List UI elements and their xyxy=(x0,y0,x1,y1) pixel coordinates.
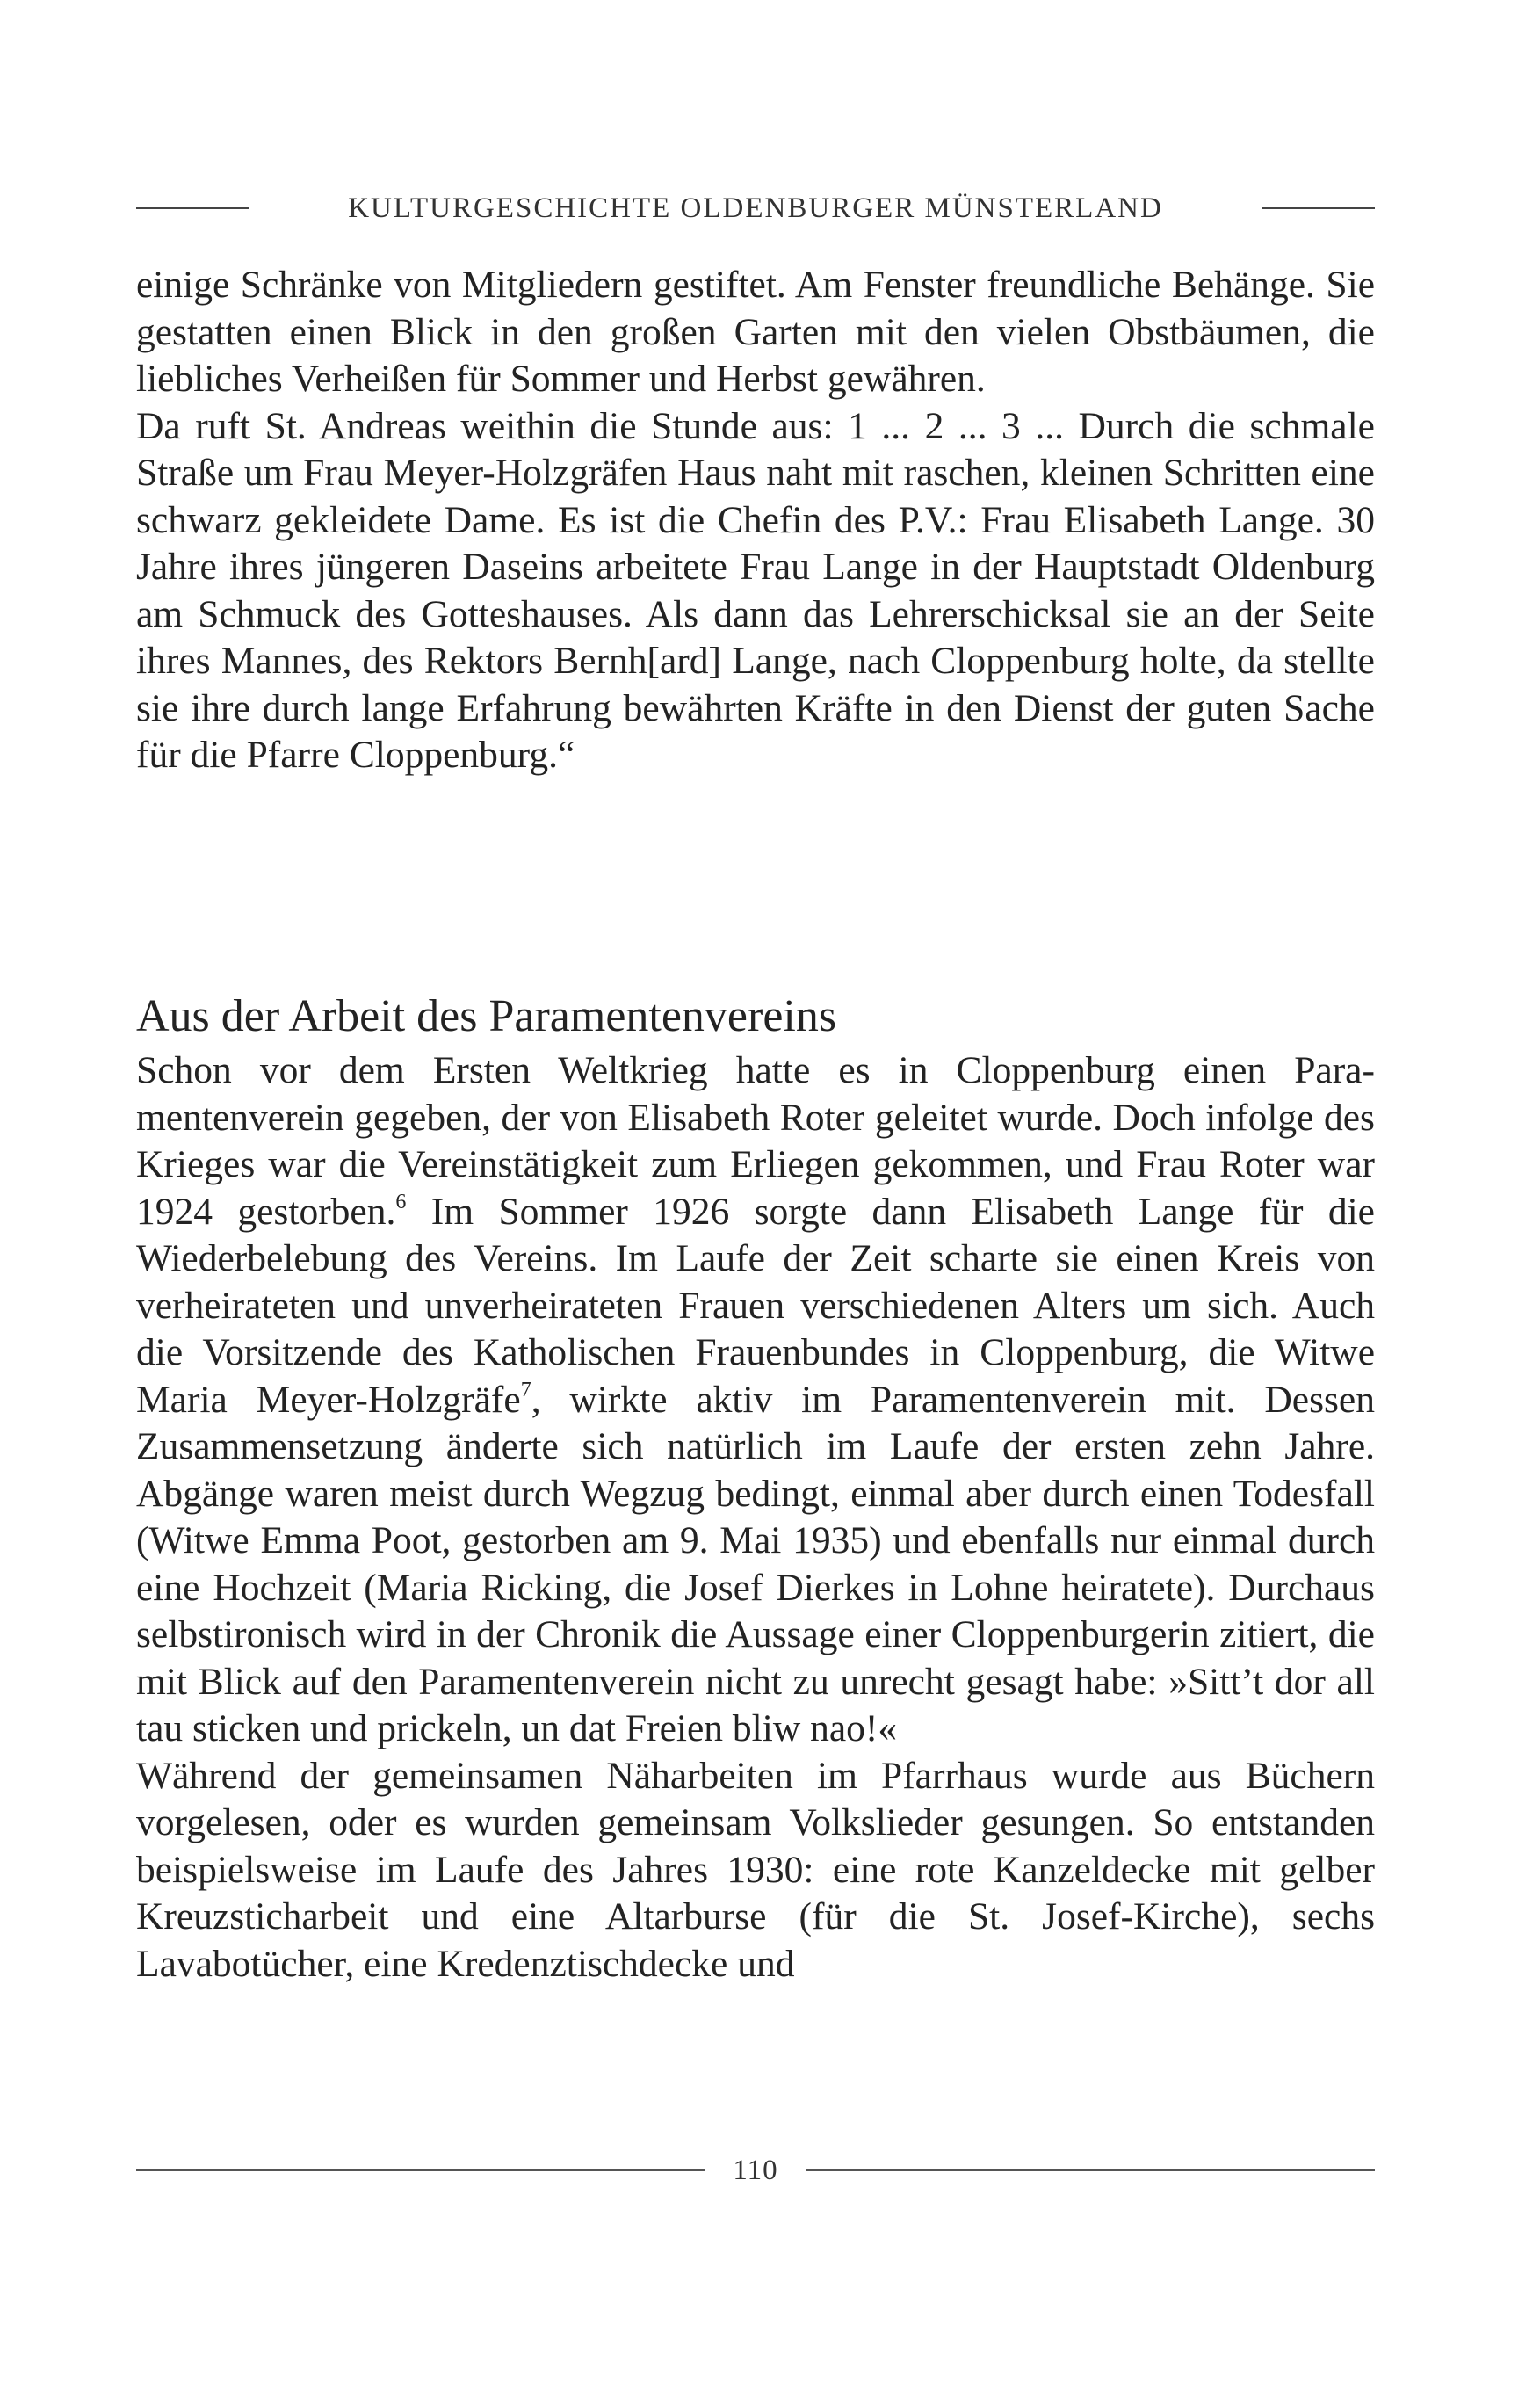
footer-rule-right xyxy=(806,2169,1375,2171)
section-paragraph-1 xyxy=(136,1047,1375,1753)
footnote-marker-7: 7 xyxy=(520,1378,531,1402)
paragraph-text: Im Sommer 1926 sorgte dann Elisabeth Lange für die Wiederbelebung des Vereins. Im Laufe der Zeit scharte sie einen Kreis von verheirateten und unverheirateten Frauen verschiedenen Alters um sich. Auch die Vorsitzende des Katholischen Frauenbundes in Cloppenburg, die Witwe Maria Meyer-Holzgräfe xyxy=(136,1190,1375,1421)
header-rule-left xyxy=(136,207,249,209)
section-paragraph-2: Während der gemeinsamen Näharbeiten im Pfarrhaus wurde aus Büchern vorgelesen, oder es wurden gemeinsam Volkslieder gesungen. So entstanden beispielsweise im Laufe des Jahres 1930: eine rote Kanzeldecke mit gelber Kreuzsticharbeit und eine Altarburse (für die St. Josef-Kirche), sechs Lavabotücher, eine Kredenztischdecke und xyxy=(136,1754,1375,1985)
footer-rule-left xyxy=(136,2169,705,2171)
book-page xyxy=(136,0,1375,2383)
paragraph-1: einige Schränke von Mitgliedern gestiftet. Am Fenster freundliche Behänge. Sie gestatten einen Blick in den großen Garten mit den vielen Obstbäumen, die liebliches Verheißen für Sommer und Herbst gewähren. xyxy=(136,264,1375,400)
running-title: KULTURGESCHICHTE OLDENBURGER MÜNSTERLAND xyxy=(348,192,1163,224)
page-number: 110 xyxy=(733,2154,778,2186)
footnote-marker-6: 6 xyxy=(395,1190,407,1213)
page-footer xyxy=(136,2148,1375,2192)
section-heading: Aus der Arbeit des Paramentenvereins xyxy=(136,991,837,1041)
running-header xyxy=(136,188,1375,228)
header-rule-right xyxy=(1262,207,1375,209)
section-text-block xyxy=(136,1047,1375,1988)
paragraph-text: Schon vor dem Ersten Weltkrieg hatte es in Cloppenburg einen Paramentenverein gegeben, der von Elisabeth Roter geleitet wurde. Doch infolge des Krieges war die Vereinstätigkeit zum Erliegen gekommen, und Frau Roter war 1924 gestorben. xyxy=(136,1049,1375,1233)
paragraph-2: Da ruft St. Andreas weithin die Stunde aus: 1 ... 2 ... 3 ... Durch die schmale Straße um Frau Meyer-Holzgräfen Haus naht mit raschen, kleinen Schritten eine schwarz gekleidete Dame. Es ist die Chefin des P.V.: Frau Elisabeth Lange. 30 Jahre ihres jüngeren Daseins arbeitete Frau Lange in der Hauptstadt Oldenburg am Schmuck des Gotteshauses. Als dann das Lehrerschicksal sie an der Seite ihres Mannes, des Rektors Bernh[ard] Lange, nach Cloppenburg holte, da stellte sie ihre durch lange Erfahrung bewährten Kräfte in den Dienst der guten Sache für die Pfarre Cloppenburg.“ xyxy=(136,404,1375,776)
continued-text-block xyxy=(136,262,1375,779)
paragraph-text: , wirkte aktiv im Paramentenverein mit. Dessen Zusammensetzung änderte sich natürlich im Laufe der ersten zehn Jahre. Abgänge waren meist durch Wegzug bedingt, einmal aber durch einen Todesfall (Witwe Emma Poot, gestorben am 9. Mai 1935) und ebenfalls nur einmal durch eine Hochzeit (Maria Ricking, die Josef Dierkes in Lohne heiratete). Durchaus selbstironisch wird in der Chronik die Aussage einer Cloppenburgerin zitiert, die mit Blick auf den Paramentenverein nicht zu unrecht gesagt habe: »Sitt’t dor all tau sticken und prickeln, un dat Freien bliw nao!« xyxy=(136,1378,1375,1749)
